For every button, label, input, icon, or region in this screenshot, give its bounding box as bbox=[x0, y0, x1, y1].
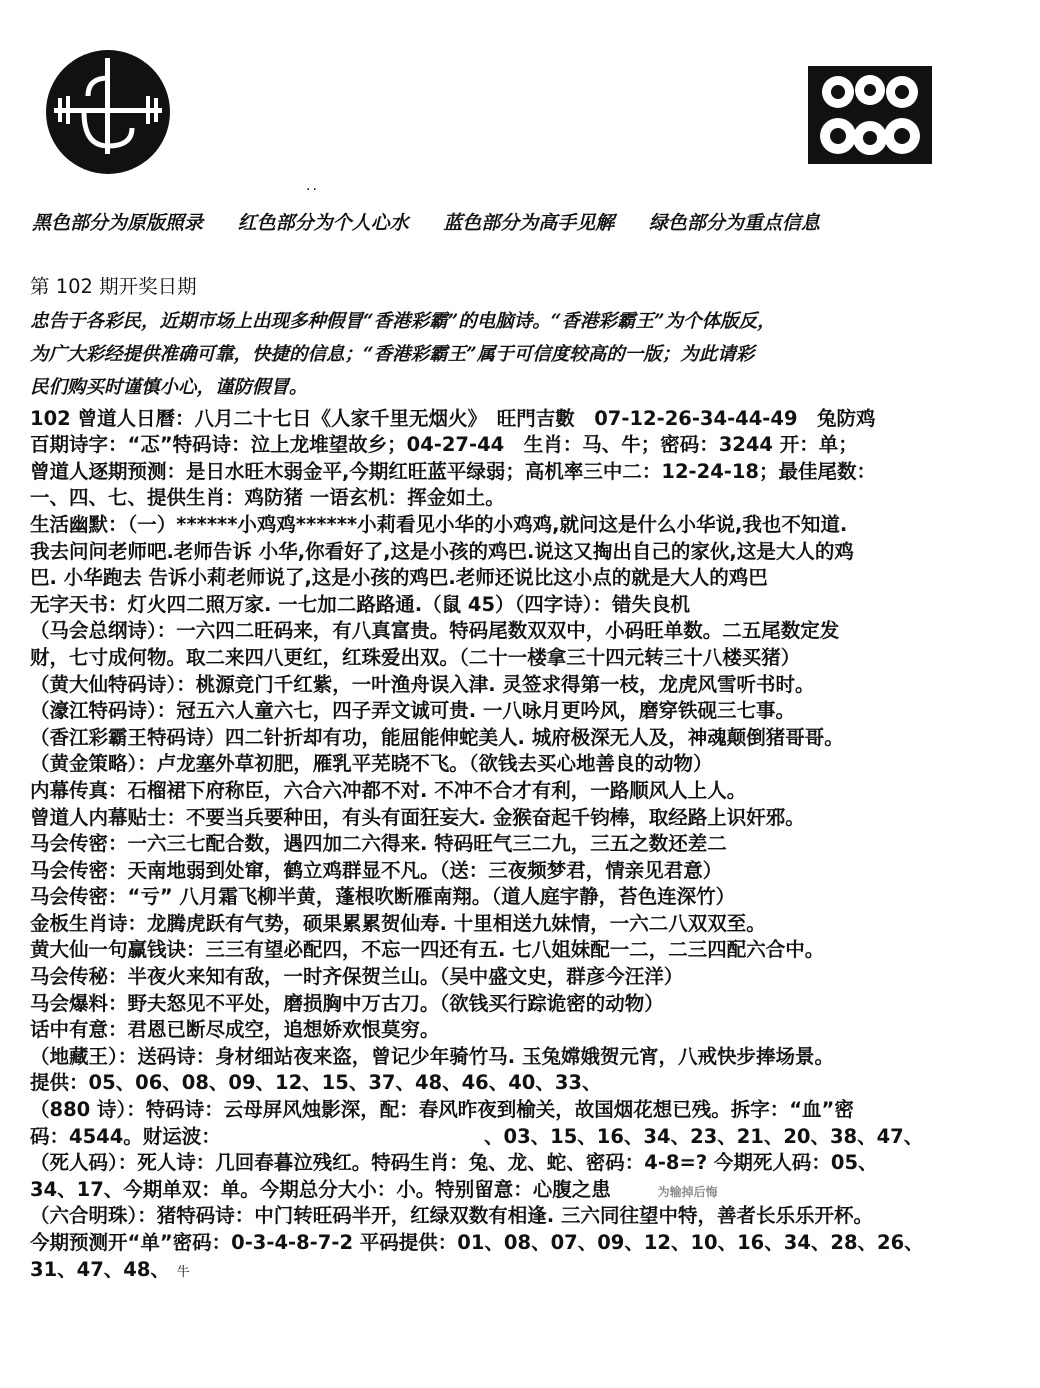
text-line-main: 34、17、今期单双：单。今期总分大小：小。特别留意：心腹之患 bbox=[30, 1177, 611, 1201]
text-line: 码：4544。财运波： 、03、15、16、34、23、21、20、38、47、 bbox=[30, 1124, 924, 1148]
text-line: 曾道人内幕贴士：不要当兵要种田，有头有面狂妄大. 金猴奋起千钧棒，取经路上识奸邪。 bbox=[30, 805, 805, 829]
text-line: （地藏王）：送码诗：身材细站夜来盗，曾记少年骑竹马. 玉兔嫦娥贺元宵，八戒快步捧场景。 bbox=[30, 1044, 834, 1068]
text-line: （黄大仙特码诗）：桃源竞门千红紫，一叶渔舟误入津. 灵签求得第一枝，龙虎风雪听书时。 bbox=[30, 672, 815, 696]
left-logo-emblem bbox=[44, 48, 172, 176]
text-line: 金板生肖诗：龙腾虎跃有气势，硕果累累贺仙寿. 十里相送九妹情，一六二八双双至。 bbox=[30, 911, 766, 935]
stray-dots: .. bbox=[306, 178, 319, 194]
text-line: （马会总纲诗）：一六四二旺码来，有八真富贵。特码尾数双双中，小码旺单数。二五尾数定发 bbox=[30, 619, 840, 643]
text-line: （880 诗）：特码诗：云母屏风烛影深，配：春风昨夜到榆关，故国烟花想已残。拆字：“血”密 bbox=[30, 1098, 854, 1122]
text-line: 提供：05、06、08、09、12、15、37、48、46、40、33、 bbox=[30, 1071, 602, 1095]
text-line: 财，七寸成何物。取二来四八更红，红珠爱出双。（二十一楼拿三十四元转三十八楼买猪） bbox=[30, 645, 801, 669]
text-line: 无字天书：灯火四二照万家. 一七加二路路通.（鼠 45）（四字诗）：错失良机 bbox=[30, 592, 691, 616]
text-line: 百期诗字：“忑”特码诗：泣上龙堆望故乡；04-27-44 生肖：马、牛；密码：3244 开：单； bbox=[30, 433, 858, 457]
text-line: 黄大仙一句赢钱诀：三三有望必配四，不忘一四还有五. 七八姐妹配一二，二三四配六合中。 bbox=[30, 938, 825, 962]
notice-line: 忠告于各彩民，近期市场上出现多种假冒“香港彩霸”的电脑诗。“香港彩霸王”为个体版反， bbox=[30, 310, 776, 332]
legend-red: 红色部分为个人心水 bbox=[237, 212, 409, 234]
issue-title: 第 102 期开奖日期 bbox=[30, 275, 197, 298]
text-line: （香江彩霸王特码诗）四二针折却有功，能屈能伸蛇美人. 城府极深无人及，神魂颠倒猪哥哥。 bbox=[30, 725, 844, 749]
text-line: 巴. 小华跑去 告诉小莉老师说了,这是小孩的鸡巴.老师还说比这小点的就是大人的鸡巴 bbox=[30, 566, 768, 590]
text-line bbox=[30, 1257, 1010, 1284]
text-line: （黄金策略）：卢龙塞外草初肥，雁乳平芜晓不飞。（欲钱去买心地善良的动物） bbox=[30, 752, 713, 776]
text-line bbox=[30, 1177, 1010, 1204]
text-line: 我去问问老师吧.老师告诉 小华,你看好了,这是小孩的鸡巴.说这又掏出自己的家伙,这是大人的鸡 bbox=[30, 539, 854, 563]
text-line: 马会传密：天南地弱到处窜，鹤立鸡群显不凡。（送：三夜频梦君，情亲见君意） bbox=[30, 858, 723, 882]
legend-green: 绿色部分为重点信息 bbox=[648, 212, 820, 234]
text-line: 生活幽默：（一）******小鸡鸡******小莉看见小华的小鸡鸡,就问这是什么小华说,我也不知道. bbox=[30, 512, 848, 536]
notice-line: 为广大彩经提供准确可靠，快捷的信息；“香港彩霸王”属于可信度较高的一版；为此请彩 bbox=[30, 343, 755, 365]
text-line: （死人码）：死人诗：几回春暮泣残红。特码生肖：兔、龙、蛇、密码：4-8=? 今期死人码：05、 bbox=[30, 1151, 878, 1175]
text-line: 马会爆料：野夫怒见不平处，磨损胸中万古刀。（欲钱买行踪诡密的动物） bbox=[30, 991, 664, 1015]
text-line: 内幕传真：石榴裙下府称臣，六合六冲都不对. 不冲不合才有利，一路顺风人上人。 bbox=[30, 778, 747, 802]
notice-line: 民们购买时谨慎小心，谨防假冒。 bbox=[30, 376, 308, 398]
text-line: 话中有意：君恩已断尽成空，追想娇欢恨莫穷。 bbox=[30, 1018, 440, 1042]
text-line: 曾道人逐期预测：是日水旺木弱金平,今期红旺蓝平绿弱；高机率三中二：12-24-18；最佳尾数： bbox=[30, 459, 877, 483]
text-line: 马会传密：一六三七配合数，遇四加二六得来. 特码旺气三二九，三五之数还差二 bbox=[30, 832, 727, 856]
text-line: 马会传秘：半夜火来知有敌，一时齐保贺兰山。（吴中盛文史，群彦今汪洋） bbox=[30, 965, 684, 989]
text-line-main: 31、47、48、 bbox=[30, 1257, 170, 1281]
text-line: 今期预测开“单”密码：0-3-4-8-7-2 平码提供：01、08、07、09、12、10、16、34、28、26、 bbox=[30, 1231, 924, 1254]
document-body bbox=[30, 274, 1010, 1283]
text-line: 马会传密：“亏” 八月霜飞柳半黄，蓬根吹断雁南翔。（道人庭宇静，苔色连深竹） bbox=[30, 885, 736, 909]
right-logo-888 bbox=[808, 66, 932, 164]
text-line: （六合明珠）：猪特码诗：中门转旺码半开，红绿双数有相逢. 三六同往望中特，善者长乐乐开杯。 bbox=[30, 1204, 873, 1228]
text-line: 一、四、七、提供生肖：鸡防猪 一语玄机：挥金如土。 bbox=[30, 486, 505, 510]
color-legend bbox=[32, 208, 1032, 236]
warning-notice bbox=[30, 305, 1010, 404]
text-line: （濠江特码诗）：冠五六人童六七，四子弄文诚可贵. 一八咏月更吟风，磨穿铁砚三七事。 bbox=[30, 699, 795, 723]
text-line: 102 曾道人日曆：八月二十七日《人家千里无烟火》 旺門吉數 07-12-26-34-44-49 兔防鸡 bbox=[30, 406, 876, 430]
legend-black: 黑色部分为原版照录 bbox=[32, 212, 204, 234]
faded-note: 为输掉后悔 bbox=[657, 1184, 718, 1199]
legend-blue: 蓝色部分为高手见解 bbox=[443, 212, 615, 234]
tail-mark: 牛 bbox=[176, 1264, 190, 1280]
